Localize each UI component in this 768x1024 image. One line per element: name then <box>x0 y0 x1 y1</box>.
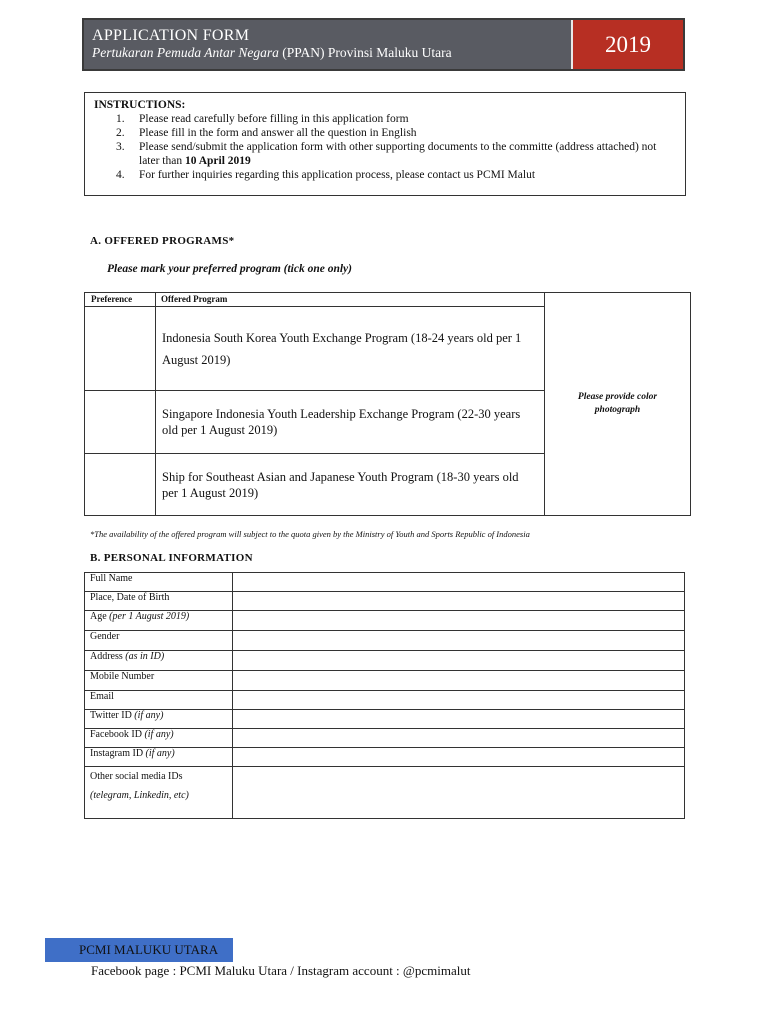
field-label <box>85 729 233 748</box>
photo-placeholder[interactable]: Please provide color photograph <box>577 392 658 415</box>
instruction-text: Please send/submit the application form with other supporting documents to the committe (address attached) not later than <box>139 141 657 167</box>
field-label-text: Age <box>90 611 110 622</box>
instruction-text: Please fill in the form and answer all the question in English <box>139 127 417 139</box>
personal-info-row <box>85 710 685 729</box>
preference-checkbox[interactable] <box>85 454 156 515</box>
instructions-list <box>94 112 676 182</box>
field-label-text: Facebook ID <box>90 729 145 740</box>
instruction-item <box>94 112 676 126</box>
field-label-text: Place, Date of Birth <box>90 592 170 603</box>
personal-info-row <box>85 631 685 651</box>
footer-contact: Facebook page : PCMI Maluku Utara / Instagram account : @pcmimalut <box>91 963 471 978</box>
subtitle-italic: Pertukaran Pemuda Antar Negara <box>92 45 279 60</box>
field-input[interactable] <box>233 710 685 729</box>
personal-info-row <box>85 691 685 710</box>
instruction-number: 1. <box>116 113 125 125</box>
field-label-note: (if any) <box>134 710 164 721</box>
field-input[interactable] <box>233 651 685 671</box>
field-label <box>85 710 233 729</box>
field-input[interactable] <box>233 631 685 651</box>
form-title: APPLICATION FORM <box>92 27 250 44</box>
field-label-text: Instagram ID <box>90 748 146 759</box>
instruction-item <box>94 126 676 140</box>
program-option: Indonesia South Korea Youth Exchange Program (18-24 years old per 1 August 2019) <box>156 307 545 391</box>
field-label-note: (telegram, Linkedin, etc) <box>90 790 189 801</box>
field-label-text: Other social media IDs <box>90 771 183 782</box>
field-label-note: (if any) <box>145 748 175 759</box>
field-label-note: (per 1 August 2019) <box>109 611 190 622</box>
instruction-item <box>94 140 676 168</box>
programs-table <box>84 292 691 516</box>
subtitle-rest: (PPAN) Provinsi Maluku Utara <box>278 45 452 60</box>
footer-badge: PCMI MALUKU UTARA <box>45 938 233 962</box>
field-label <box>85 573 233 592</box>
field-input[interactable] <box>233 691 685 710</box>
field-label-text: Email <box>90 691 114 702</box>
preference-header: Preference <box>85 293 156 307</box>
field-label-text: Full Name <box>90 573 133 584</box>
personal-info-row <box>85 592 685 611</box>
field-input[interactable] <box>233 573 685 592</box>
field-label-text: Gender <box>90 631 120 642</box>
header-title-panel <box>84 20 571 69</box>
personal-info-row <box>85 729 685 748</box>
personal-info-row <box>85 651 685 671</box>
field-input[interactable] <box>233 729 685 748</box>
program-option: Singapore Indonesia Youth Leadership Exchange Program (22-30 years old per 1 August 2019) <box>156 391 545 454</box>
instruction-item <box>94 168 676 182</box>
instruction-text: For further inquiries regarding this application process, please contact us PCMI Malut <box>139 169 536 181</box>
field-input[interactable] <box>233 767 685 819</box>
personal-info-row <box>85 671 685 691</box>
field-label-text: Mobile Number <box>90 671 155 682</box>
instructions-box <box>84 92 686 196</box>
instruction-number: 4. <box>116 169 125 181</box>
preference-checkbox[interactable] <box>85 307 156 391</box>
field-input[interactable] <box>233 611 685 631</box>
field-label <box>85 631 233 651</box>
field-input[interactable] <box>233 592 685 611</box>
field-label <box>85 671 233 691</box>
field-label <box>85 611 233 631</box>
section-a-note: Please mark your preferred program (tick one only) <box>107 263 352 275</box>
field-label-note: (as in ID) <box>125 651 165 662</box>
field-input[interactable] <box>233 671 685 691</box>
personal-info-row <box>85 748 685 767</box>
instructions-heading: INSTRUCTIONS: <box>94 99 186 111</box>
field-label-note: (if any) <box>144 729 174 740</box>
form-subtitle <box>92 45 563 61</box>
instruction-deadline: 10 April 2019 <box>184 155 251 167</box>
field-input[interactable] <box>233 748 685 767</box>
instruction-text: Please read carefully before filling in this application form <box>139 113 409 125</box>
field-label <box>85 651 233 671</box>
section-a-heading: A. OFFERED PROGRAMS* <box>90 235 235 247</box>
field-label <box>85 748 233 767</box>
field-label-text: Twitter ID <box>90 710 135 721</box>
field-label-text: Address <box>90 651 126 662</box>
personal-info-row <box>85 573 685 592</box>
field-label <box>85 767 233 819</box>
year-badge: 2019 <box>571 20 683 69</box>
program-option: Ship for Southeast Asian and Japanese Youth Program (18-30 years old per 1 August 2019) <box>156 454 545 515</box>
personal-info-row <box>85 767 685 819</box>
header-banner <box>82 18 685 71</box>
preference-checkbox[interactable] <box>85 391 156 454</box>
personal-info-row <box>85 611 685 631</box>
programs-footnote: *The availability of the offered program will subject to the quota given by the Ministry of Youth and Sports Republic of Indonesia <box>90 529 530 539</box>
personal-info-table <box>84 572 685 819</box>
instruction-number: 3. <box>116 141 125 153</box>
program-header: Offered Program <box>156 293 545 307</box>
field-label <box>85 691 233 710</box>
section-b-heading: B. PERSONAL INFORMATION <box>90 552 253 564</box>
instruction-number: 2. <box>116 127 125 139</box>
field-label <box>85 592 233 611</box>
